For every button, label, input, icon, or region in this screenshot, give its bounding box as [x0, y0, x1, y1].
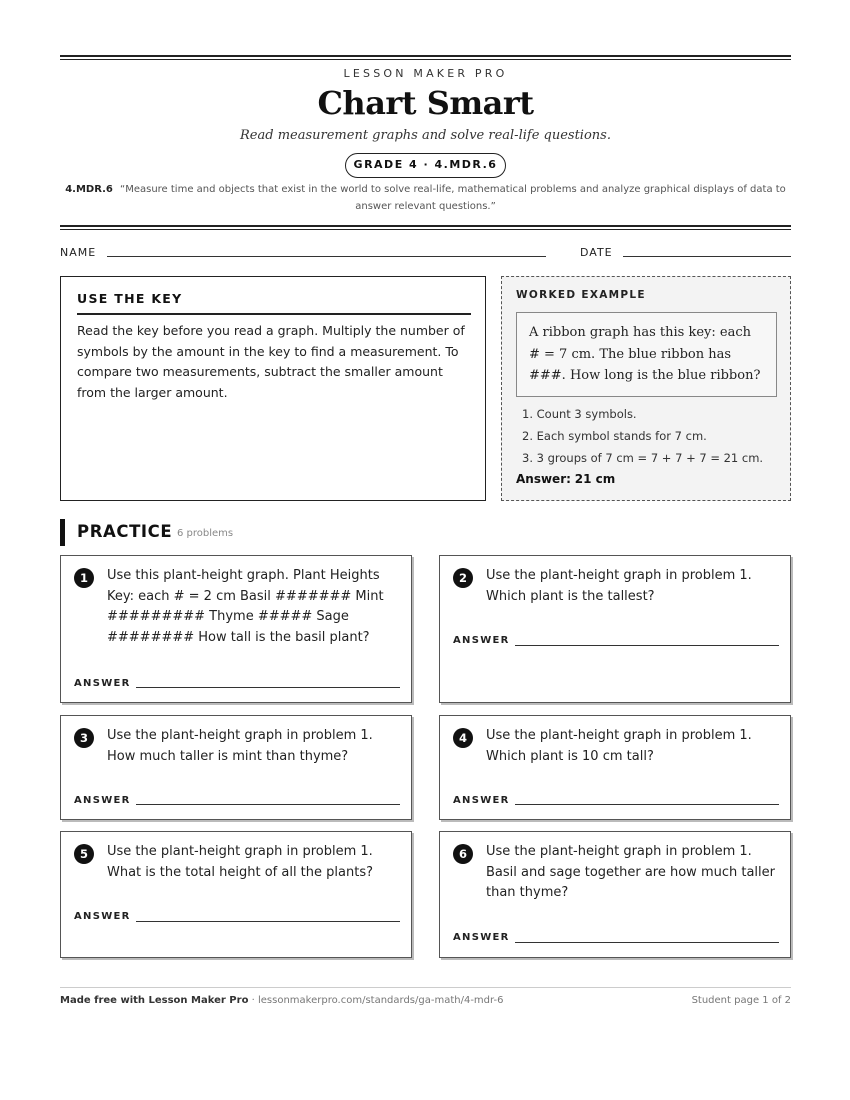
date-field[interactable] — [623, 256, 791, 257]
footer-made-with: Made free with Lesson Maker Pro — [60, 995, 249, 1006]
problem-number-badge: 4 — [453, 728, 473, 748]
answer-label: ANSWER — [453, 932, 510, 943]
worked-example-prompt: A ribbon graph has this key: each # = 7 cm. The blue ribbon has ###. How long is the blue ribbon? — [516, 312, 777, 397]
answer-field-5[interactable] — [136, 921, 400, 922]
date-label: DATE — [580, 246, 613, 259]
practice-title: PRACTICE — [77, 522, 173, 541]
page-subtitle: Read measurement graphs and solve real-life questions. — [240, 128, 611, 143]
worked-example-box — [501, 276, 791, 501]
use-the-key-box — [60, 276, 486, 501]
answer-field-3[interactable] — [136, 804, 400, 805]
problem-number-badge: 6 — [453, 844, 473, 864]
problem-text: Use this plant-height graph. Plant Heights Key: each # = 2 cm Basil ####### Mint ######### Thyme ##### Sage ######## How tall is the basil plant? — [107, 568, 384, 645]
problem-number-badge: 3 — [74, 728, 94, 748]
key-box-divider — [77, 313, 471, 315]
page-title: Chart Smart — [317, 84, 534, 122]
answer-label: ANSWER — [74, 911, 131, 922]
problem-card-6 — [439, 831, 791, 958]
answer-field-6[interactable] — [515, 942, 779, 943]
answer-label: ANSWER — [453, 635, 510, 646]
answer-label: ANSWER — [453, 795, 510, 806]
problem-number-badge: 2 — [453, 568, 473, 588]
problem-card-5 — [60, 831, 412, 958]
problem-card-4 — [439, 715, 791, 820]
answer-field-1[interactable] — [136, 687, 400, 688]
key-box-text: Read the key before you read a graph. Multiply the number of symbols by the amount in the key to find a measurement. To compare two measurements, subtract the smaller amount from the larger amount. — [77, 323, 465, 400]
footer-page-number: Student page 1 of 2 — [691, 995, 791, 1006]
name-field[interactable] — [107, 256, 546, 257]
footer-credit — [60, 995, 503, 1006]
answer-field-2[interactable] — [515, 645, 779, 646]
worksheet-page — [60, 0, 791, 1100]
practice-accent-bar — [60, 519, 65, 546]
header-top-rule — [60, 55, 791, 57]
worked-example-step: 1. Count 3 symbols. — [522, 407, 637, 421]
footer-rule — [60, 987, 791, 988]
footer-separator: · — [248, 995, 258, 1006]
problem-card-2 — [439, 555, 791, 703]
standard-text: “Measure time and objects that exist in the world to solve real-life, mathematical problems and analyze graphical displays of data to answer relevant questions.” — [120, 184, 786, 212]
footer-url-link[interactable]: lessonmakerpro.com/standards/ga-math/4-mdr-6 — [257, 995, 504, 1006]
worked-example-steps — [522, 403, 763, 469]
worked-example-step: 2. Each symbol stands for 7 cm. — [522, 429, 707, 443]
problem-text: Use the plant-height graph in problem 1. Which plant is 10 cm tall? — [486, 728, 752, 764]
problem-number-badge: 5 — [74, 844, 94, 864]
problem-text: Use the plant-height graph in problem 1. What is the total height of all the plants? — [107, 844, 373, 880]
grade-badge: GRADE 4 · 4.MDR.6 — [345, 153, 506, 178]
answer-label: ANSWER — [74, 795, 131, 806]
worked-example-title: WORKED EXAMPLE — [516, 289, 646, 301]
practice-count: 6 problems — [177, 528, 234, 539]
answer-label: ANSWER — [74, 678, 131, 689]
problem-card-3 — [60, 715, 412, 820]
name-label: NAME — [60, 246, 97, 259]
worked-example-step: 3. 3 groups of 7 cm = 7 + 7 + 7 = 21 cm. — [522, 451, 764, 465]
standard-code: 4.MDR.6 — [65, 184, 113, 195]
worked-example-answer — [516, 472, 615, 486]
problem-card-1 — [60, 555, 412, 703]
problem-text: Use the plant-height graph in problem 1. Which plant is the tallest? — [486, 568, 752, 604]
header-bottom-rule — [60, 225, 791, 227]
brand-name: LESSON MAKER PRO — [343, 67, 508, 80]
problem-number-badge: 1 — [74, 568, 94, 588]
worked-example-answer-value: 21 cm — [574, 472, 616, 486]
answer-field-4[interactable] — [515, 804, 779, 805]
standard-description — [60, 181, 791, 215]
problem-text: Use the plant-height graph in problem 1. How much taller is mint than thyme? — [107, 728, 373, 764]
problem-text: Use the plant-height graph in problem 1. Basil and sage together are how much taller than thyme? — [486, 844, 776, 900]
worked-example-answer-label: Answer: — [516, 472, 571, 486]
key-box-title: USE THE KEY — [77, 291, 183, 306]
